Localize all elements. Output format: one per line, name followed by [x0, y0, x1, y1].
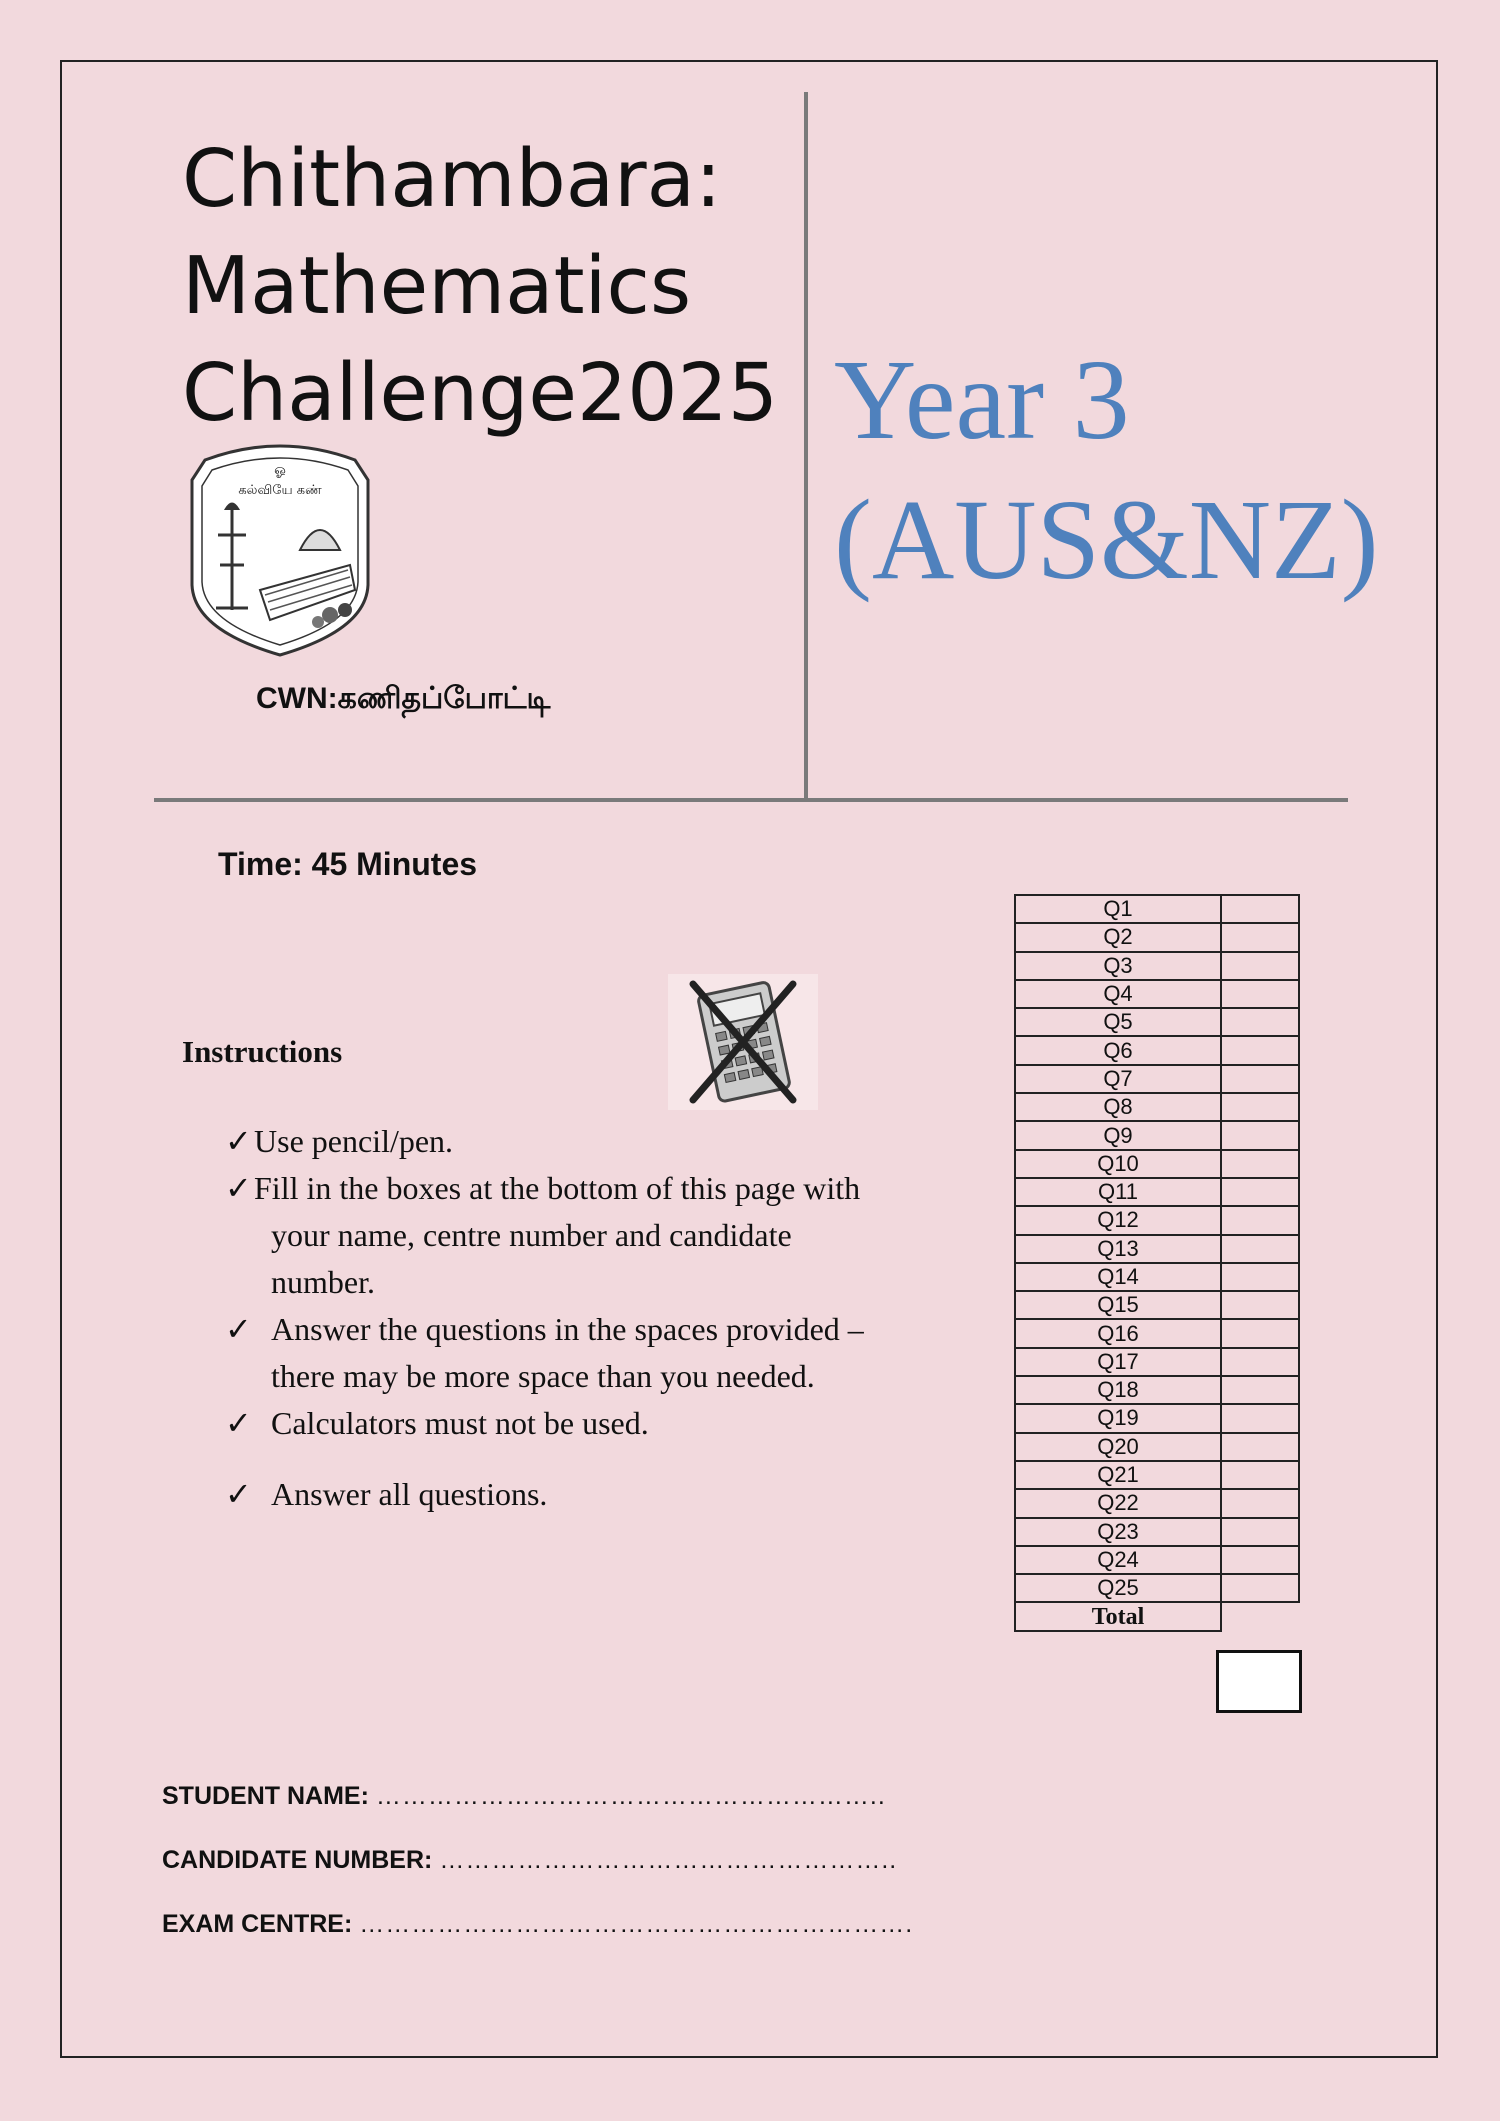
- score-row: [1015, 1291, 1299, 1319]
- candidate-number-dots: ……………………………………………..: [439, 1846, 898, 1874]
- question-label: Q9: [1015, 1121, 1221, 1149]
- question-label: Q21: [1015, 1461, 1221, 1489]
- year-level: [834, 330, 1379, 610]
- score-cell[interactable]: [1221, 1235, 1299, 1263]
- title-line-2: Mathematics: [182, 240, 692, 332]
- score-row: [1015, 1263, 1299, 1291]
- score-cell[interactable]: [1221, 1121, 1299, 1149]
- question-label: Q6: [1015, 1036, 1221, 1064]
- instruction-continuation: number.: [271, 1264, 375, 1300]
- title-line-3: Challenge2025: [182, 347, 779, 439]
- score-row: [1015, 1065, 1299, 1093]
- logo-motto: கல்வியே கண்: [238, 483, 322, 498]
- year-line-1: Year 3: [834, 336, 1130, 463]
- question-label: Q25: [1015, 1574, 1221, 1602]
- score-cell[interactable]: [1221, 1574, 1299, 1602]
- score-row: [1015, 1178, 1299, 1206]
- score-table: [1014, 894, 1300, 1632]
- question-label: Q20: [1015, 1433, 1221, 1461]
- score-cell[interactable]: [1221, 1036, 1299, 1064]
- score-cell[interactable]: [1221, 1291, 1299, 1319]
- no-calculator-icon: [668, 974, 818, 1110]
- score-row: [1015, 980, 1299, 1008]
- student-name-dots: …………………………………………………..: [375, 1782, 886, 1810]
- exam-centre-field[interactable]: [162, 1910, 913, 1939]
- score-cell[interactable]: [1221, 1433, 1299, 1461]
- score-cell[interactable]: [1221, 923, 1299, 951]
- instruction-item: ✓ Answer all questions.: [225, 1471, 945, 1518]
- score-row: [1015, 1036, 1299, 1064]
- score-row: [1015, 1461, 1299, 1489]
- exam-centre-label: EXAM CENTRE:: [162, 1910, 353, 1938]
- vertical-divider: [804, 92, 808, 800]
- year-line-2: (AUS&NZ): [834, 476, 1379, 603]
- score-cell[interactable]: [1221, 1376, 1299, 1404]
- question-label: Q22: [1015, 1489, 1221, 1517]
- score-row: [1015, 1348, 1299, 1376]
- score-row: [1015, 1206, 1299, 1234]
- score-row: [1015, 1433, 1299, 1461]
- score-row: [1015, 923, 1299, 951]
- question-label: Q24: [1015, 1546, 1221, 1574]
- cwn-label: CWN:கணிதப்போட்டி: [256, 682, 551, 715]
- question-label: Q19: [1015, 1404, 1221, 1432]
- score-row: [1015, 1093, 1299, 1121]
- score-row: [1015, 1121, 1299, 1149]
- score-row: [1015, 1574, 1299, 1602]
- school-crest-logo: [180, 440, 380, 660]
- instructions-list: [225, 1118, 945, 1518]
- question-label: Q1: [1015, 895, 1221, 923]
- total-spacer: [1221, 1602, 1299, 1630]
- score-cell[interactable]: [1221, 1178, 1299, 1206]
- score-row: [1015, 1489, 1299, 1517]
- svg-text:ஓ: ஓ: [274, 462, 286, 478]
- score-row: [1015, 1404, 1299, 1432]
- check-icon: ✓: [225, 1405, 252, 1441]
- score-cell[interactable]: [1221, 1404, 1299, 1432]
- question-label: Q5: [1015, 1008, 1221, 1036]
- question-label: Q8: [1015, 1093, 1221, 1121]
- question-label: Q3: [1015, 952, 1221, 980]
- total-row: [1015, 1602, 1299, 1630]
- student-name-field[interactable]: [162, 1782, 886, 1811]
- score-row: [1015, 1008, 1299, 1036]
- score-row: [1015, 895, 1299, 923]
- score-row: [1015, 1546, 1299, 1574]
- question-label: Q4: [1015, 980, 1221, 1008]
- check-icon: ✓: [225, 1476, 252, 1512]
- score-cell[interactable]: [1221, 1518, 1299, 1546]
- time-label: Time: 45 Minutes: [218, 846, 478, 882]
- check-icon: ✓: [225, 1170, 252, 1206]
- score-cell[interactable]: [1221, 1206, 1299, 1234]
- instruction-item: ✓ Answer the questions in the spaces provided –: [225, 1306, 945, 1353]
- question-label: Q7: [1015, 1065, 1221, 1093]
- check-icon: ✓: [225, 1311, 252, 1347]
- score-cell[interactable]: [1221, 1150, 1299, 1178]
- title-line-1: Chithambara:: [182, 133, 722, 225]
- score-row: [1015, 1235, 1299, 1263]
- instruction-continuation: your name, centre number and candidate: [271, 1217, 792, 1253]
- instruction-continuation: there may be more space than you needed.: [271, 1358, 815, 1394]
- question-label: Q18: [1015, 1376, 1221, 1404]
- score-cell[interactable]: [1221, 1546, 1299, 1574]
- check-icon: ✓: [225, 1123, 252, 1159]
- candidate-number-field[interactable]: [162, 1846, 897, 1875]
- exam-title: [182, 126, 778, 447]
- score-cell[interactable]: [1221, 1065, 1299, 1093]
- horizontal-divider: [154, 798, 1348, 802]
- score-cell[interactable]: [1221, 1348, 1299, 1376]
- question-label: Q12: [1015, 1206, 1221, 1234]
- score-cell[interactable]: [1221, 1263, 1299, 1291]
- question-label: Q10: [1015, 1150, 1221, 1178]
- question-label: Q23: [1015, 1518, 1221, 1546]
- instruction-item: ✓ Fill in the boxes at the bottom of this page with: [225, 1165, 945, 1212]
- question-label: Q13: [1015, 1235, 1221, 1263]
- student-name-label: STUDENT NAME:: [162, 1782, 369, 1810]
- score-cell[interactable]: [1221, 1489, 1299, 1517]
- question-label: Q14: [1015, 1263, 1221, 1291]
- total-score-box[interactable]: [1216, 1650, 1302, 1713]
- score-row: [1015, 1150, 1299, 1178]
- question-label: Q16: [1015, 1319, 1221, 1347]
- instruction-item: ✓ Use pencil/pen.: [225, 1118, 945, 1165]
- instructions-heading: Instructions: [182, 1034, 343, 1069]
- question-label: Q2: [1015, 923, 1221, 951]
- score-row: [1015, 1518, 1299, 1546]
- instruction-item: ✓ Calculators must not be used.: [225, 1400, 945, 1447]
- score-row: [1015, 1319, 1299, 1347]
- total-label: Total: [1015, 1602, 1221, 1630]
- candidate-number-label: CANDIDATE NUMBER:: [162, 1846, 433, 1874]
- question-label: Q17: [1015, 1348, 1221, 1376]
- question-label: Q11: [1015, 1178, 1221, 1206]
- score-cell[interactable]: [1221, 1093, 1299, 1121]
- score-cell[interactable]: [1221, 1461, 1299, 1489]
- score-cell[interactable]: [1221, 895, 1299, 923]
- score-row: [1015, 1376, 1299, 1404]
- score-cell[interactable]: [1221, 1319, 1299, 1347]
- score-cell[interactable]: [1221, 1008, 1299, 1036]
- score-row: [1015, 952, 1299, 980]
- score-cell[interactable]: [1221, 952, 1299, 980]
- exam-centre-dots: ……………………………………………………….: [359, 1910, 914, 1938]
- question-label: Q15: [1015, 1291, 1221, 1319]
- score-cell[interactable]: [1221, 980, 1299, 1008]
